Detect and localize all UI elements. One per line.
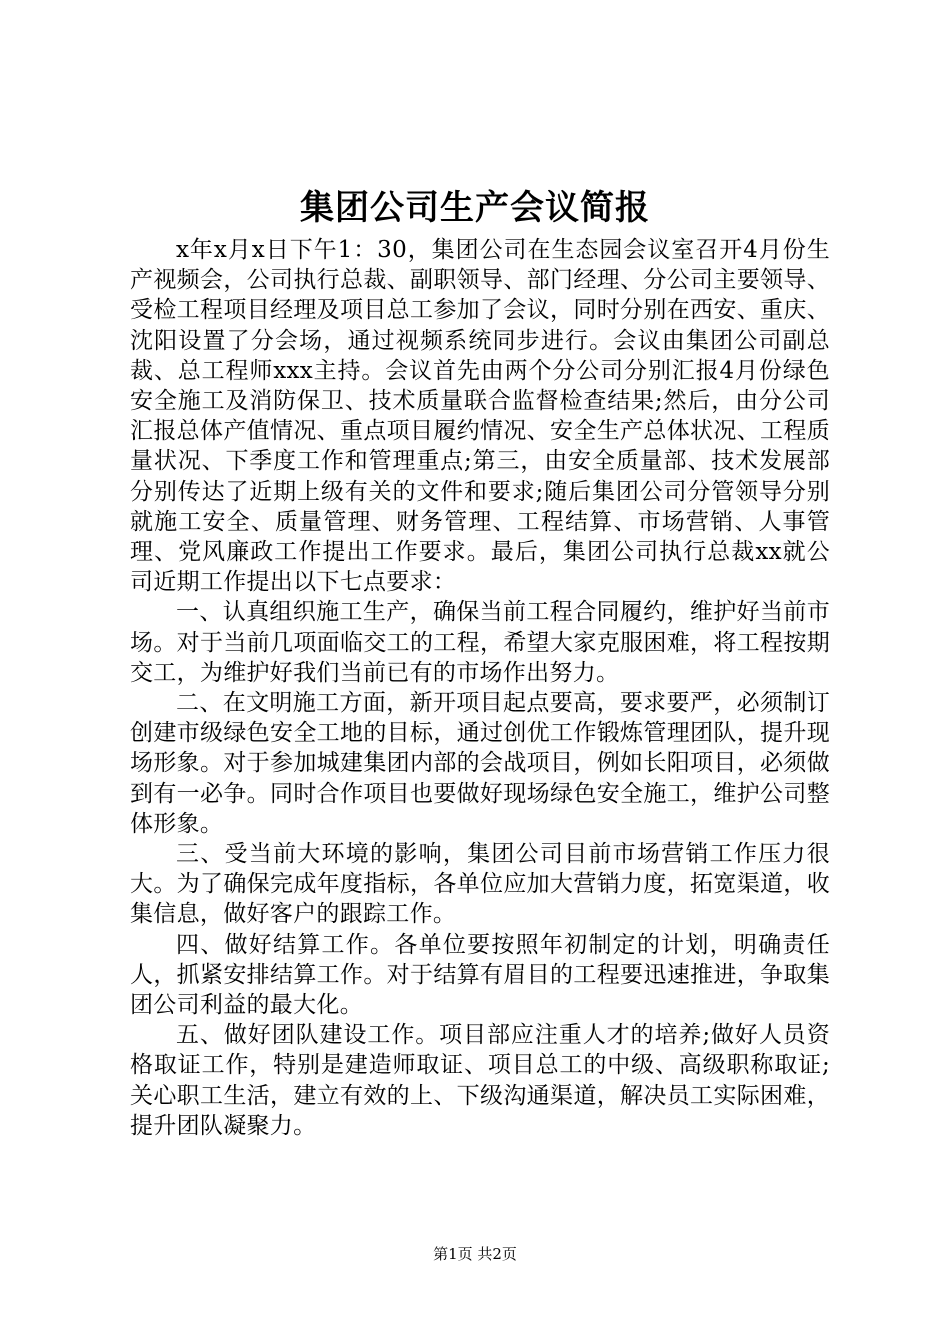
requirement-paragraph-1: 一、认真组织施工生产，确保当前工程合同履约，维护好当前市场。对于当前几项面临交工的工程，希望大家克服困难，将工程按期交工，为维护好我们当前已有的市场作出努力。 [130, 599, 830, 686]
document-body [130, 235, 830, 1141]
intro-paragraph: x年x月x日下午1：30，集团公司在生态园会议室召开4月份生产视频会，公司执行总裁、副职领导、部门经理、分公司主要领导、受检工程项目经理及项目总工参加了会议，同时分别在西安、重庆、沈阳设置了分会场，通过视频系统同步进行。会议由集团公司副总裁、总工程师xxx主持。会议首先由两个分公司分别汇报4月份绿色安全施工及消防保卫、技术质量联合监督检查结果;然后，由分公司汇报总体产值情况、重点项目履约情况、安全生产总体状况、工程质量状况、下季度工作和管理重点;第三，由安全质量部、技术发展部分别传达了近期上级有关的文件和要求;随后集团公司分管领导分别就施工安全、质量管理、财务管理、工程结算、市场营销、人事管理、党风廉政工作提出工作要求。最后，集团公司执行总裁xx就公司近期工作提出以下七点要求： [130, 237, 830, 596]
requirement-paragraph-3: 三、受当前大环境的影响，集团公司目前市场营销工作压力很大。为了确保完成年度指标，各单位应加大营销力度，拓宽渠道，收集信息，做好客户的跟踪工作。 [130, 841, 830, 928]
requirement-paragraph-5: 五、做好团队建设工作。项目部应注重人才的培养;做好人员资格取证工作，特别是建造师取证、项目总工的中级、高级职称取证;关心职工生活，建立有效的上、下级沟通渠道，解决员工实际困难，提升团队凝聚力。 [130, 1022, 830, 1139]
page-number-footer: 第1页 共2页 [433, 1245, 517, 1263]
document-title: 集团公司生产会议简报 [300, 188, 650, 228]
requirement-paragraph-4: 四、做好结算工作。各单位要按照年初制定的计划，明确责任人，抓紧安排结算工作。对于结算有眉目的工程要迅速推进，争取集团公司利益的最大化。 [130, 931, 830, 1019]
requirement-paragraph-2: 二、在文明施工方面，新开项目起点要高，要求要严，必须制订创建市级绿色安全工地的目标，通过创优工作锻炼管理团队，提升现场形象。对于参加城建集团内部的会战项目，例如长阳项目，必须做到有一必争。同时合作项目也要做好现场绿色安全施工，维护公司整体形象。 [130, 690, 830, 837]
